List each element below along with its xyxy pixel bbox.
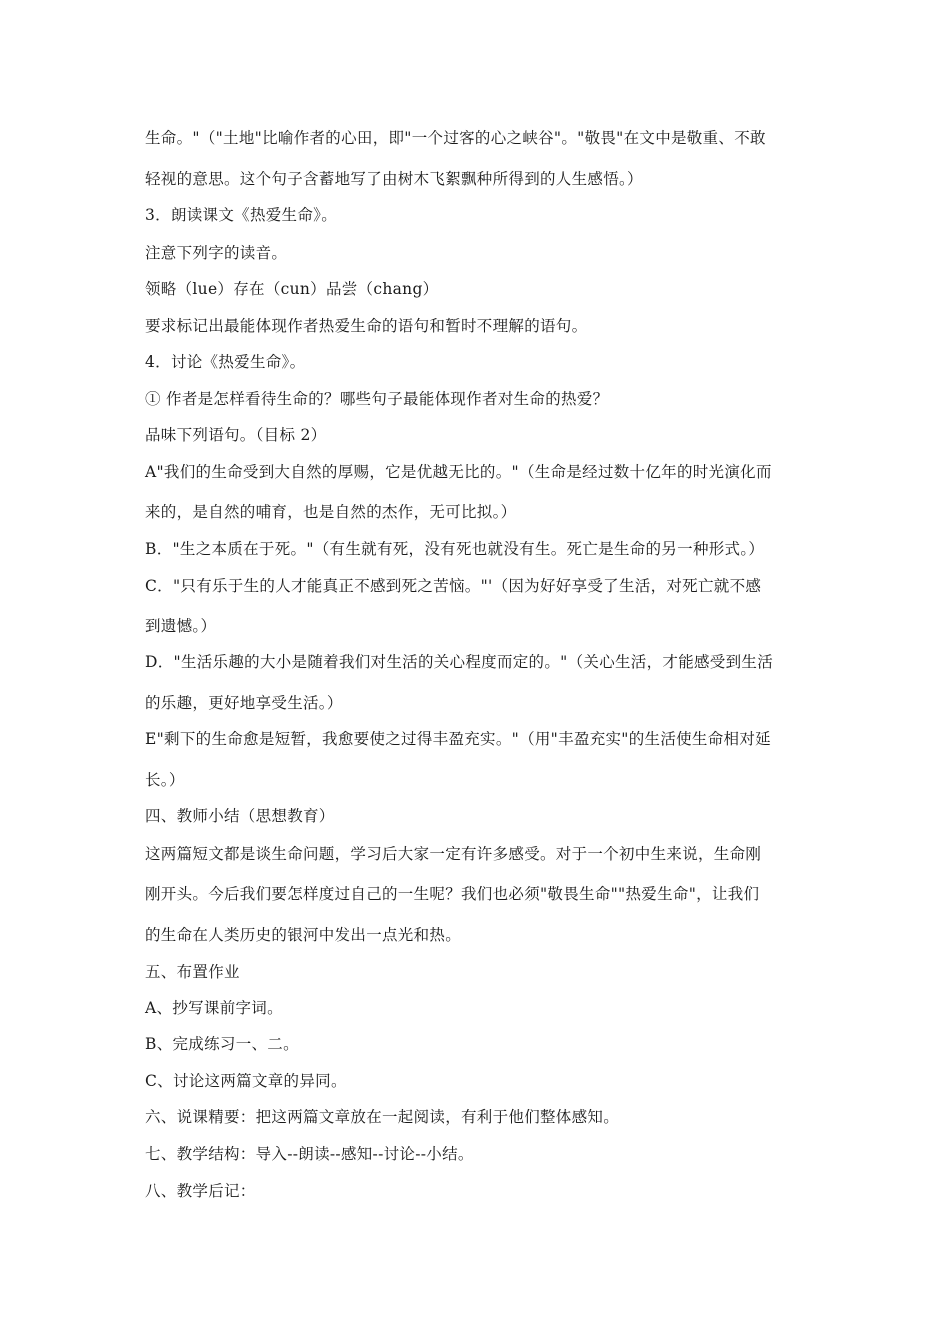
paragraph-line: 4．讨论《热爱生命》。 xyxy=(145,353,306,371)
list-item: C、讨论这两篇文章的异同。 xyxy=(145,1072,347,1090)
paragraph-line: 到遗憾。） xyxy=(145,617,217,635)
section-heading: 六、说课精要：把这两篇文章放在一起阅读，有利于他们整体感知。 xyxy=(145,1108,620,1126)
paragraph-line: B．"生之本质在于死。"（有生就有死，没有死也就没有生。死亡是生命的另一种形式。） xyxy=(145,540,765,558)
paragraph-line: E"剩下的生命愈是短暂，我愈要使之过得丰盈充实。"（用"丰盈充实"的生活使生命相对延 xyxy=(145,730,771,748)
paragraph-line: 长。） xyxy=(145,771,185,789)
paragraph-line: ① 作者是怎样看待生命的？哪些句子最能体现作者对生命的热爱？ xyxy=(145,390,609,408)
paragraph-line: 的乐趣，更好地享受生活。） xyxy=(145,694,343,712)
paragraph-line: D．"生活乐趣的大小是随着我们对生活的关心程度而定的。"（关心生活，才能感受到生活 xyxy=(145,653,773,671)
section-heading: 八、教学后记： xyxy=(145,1182,256,1200)
paragraph-line: 要求标记出最能体现作者热爱生命的语句和暂时不理解的语句。 xyxy=(145,317,588,335)
paragraph-line: 注意下列字的读音。 xyxy=(145,244,288,262)
paragraph-line: C．"只有乐于生的人才能真正不感到死之苦恼。"'（因为好好享受了生活，对死亡就不感 xyxy=(145,577,762,595)
paragraph-line: 3．朗读课文《热爱生命》。 xyxy=(145,206,338,224)
section-heading: 五、布置作业 xyxy=(145,963,240,981)
paragraph-line: 生命。"（"土地"比喻作者的心田，即"一个过客的心之峡谷"。"敬畏"在文中是敬重、不敢 xyxy=(145,129,766,147)
paragraph-line: A"我们的生命受到大自然的厚赐，它是优越无比的。"（生命是经过数十亿年的时光演化而 xyxy=(145,463,772,481)
paragraph-line: 刚开头。今后我们要怎样度过自己的一生呢？我们也必须"敬畏生命""热爱生命"，让我们 xyxy=(145,885,760,903)
list-item: A、抄写课前字词。 xyxy=(145,999,283,1017)
section-heading: 四、教师小结（思想教育） xyxy=(145,807,335,825)
paragraph-line: 来的，是自然的哺育，也是自然的杰作，无可比拟。） xyxy=(145,503,517,521)
section-heading: 七、教学结构：导入--朗读--感知--讨论--小结。 xyxy=(145,1145,474,1163)
paragraph-line: 这两篇短文都是谈生命问题，学习后大家一定有许多感受。对于一个初中生来说，生命刚 xyxy=(145,845,762,863)
paragraph-line: 轻视的意思。这个句子含蓄地写了由树木飞絮飘种所得到的人生感悟。） xyxy=(145,170,643,188)
paragraph-line: 品味下列语句。（目标 2） xyxy=(145,426,327,444)
paragraph-line: 领略（lue）存在（cun）品尝（chang） xyxy=(145,280,439,298)
list-item: B、完成练习一、二。 xyxy=(145,1035,299,1053)
paragraph-line: 的生命在人类历史的银河中发出一点光和热。 xyxy=(145,926,462,944)
